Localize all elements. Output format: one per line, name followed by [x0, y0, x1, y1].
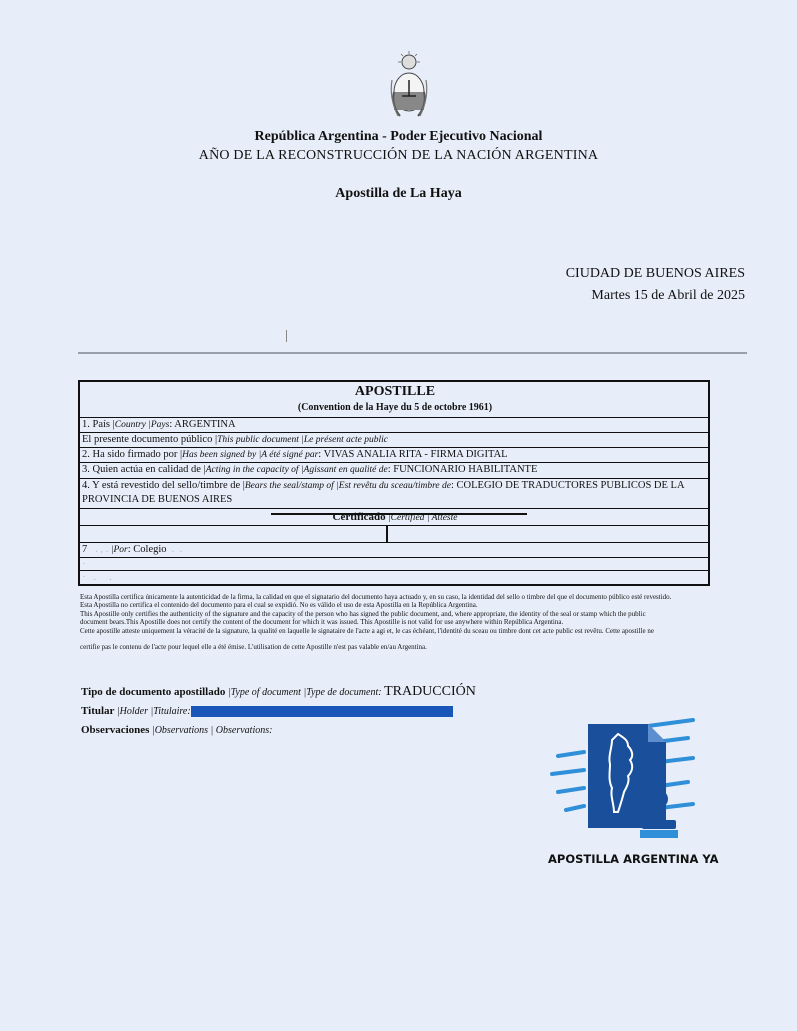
argentina-map-stamp-logo-icon — [548, 716, 698, 850]
certified-label: Certificado — [332, 511, 386, 523]
apostille-subtitle: (Convention de la Haye du 5 de octobre 1961) — [297, 402, 493, 413]
row-capacity-italic: Acting in the capacity of |Agissant en qualité de — [205, 465, 388, 475]
row-by-italic: |Por — [110, 545, 128, 555]
row-number — [80, 558, 708, 571]
row-seal-label: 4. Y está revestido del sello/timbre de | — [82, 480, 245, 491]
row-country — [80, 418, 708, 433]
legal-notes — [80, 593, 750, 651]
apostille-title-row — [80, 382, 708, 418]
row-by-value: : Colegio — [127, 544, 167, 555]
issue-city: CIUDAD DE BUENOS AIRES — [565, 266, 745, 281]
row-signed-by — [80, 448, 708, 463]
row-country-value: : ARGENTINA — [169, 419, 236, 430]
doc-type-label: Tipo de documento apostillado — [81, 686, 226, 698]
row-by — [80, 543, 708, 558]
observations-line — [81, 721, 476, 740]
apostille-table — [78, 380, 710, 586]
row-country-label: 1. País | — [82, 419, 115, 430]
row-place-date — [80, 526, 708, 543]
row-capacity — [80, 463, 708, 479]
brand-name: APOSTILLA ARGENTINA YA — [548, 852, 719, 866]
row-signature — [80, 571, 708, 584]
certified-italic: |Certified | Attesté — [385, 513, 458, 523]
row-number-faded: · — [82, 559, 86, 570]
row-seal-value: : COLEGIO DE TRADUCTORES PUBLICOS DE LA PROVINCIA DE BUENOS AIRES — [82, 480, 684, 505]
row-signed-by-value: : VIVAS ANALIA RITA - FIRMA DIGITAL — [318, 449, 508, 460]
row-seal — [80, 479, 708, 509]
row-public-document-label: El presente documento público | — [82, 434, 218, 445]
issue-date: Martes 15 de Abril de 2025 — [591, 288, 745, 303]
row-by-prefix: 7 — [82, 544, 88, 555]
row-signed-by-italic: Has been signed by |A été signé par — [182, 450, 319, 460]
doc-type-italic: |Type of document |Type de document: — [225, 687, 385, 698]
row-certified — [80, 509, 708, 526]
argentina-coat-of-arms-icon — [388, 50, 430, 122]
government-motto: AÑO DE LA RECONSTRUCCIÓN DE LA NACIÓN ARGENTINA — [198, 148, 599, 163]
holder-italic: |Holder |Titulaire: — [114, 706, 191, 717]
row-public-document — [80, 433, 708, 448]
document-heading: Apostilla de La Haya — [335, 186, 462, 201]
row-capacity-value: : FUNCIONARIO HABILITANTE — [387, 464, 538, 475]
observations-italic: |Observations | Observations: — [149, 725, 273, 736]
row-by-faded: . , . — [89, 544, 111, 555]
row-capacity-label: 3. Quien actúa en calidad de | — [82, 464, 206, 475]
holder-redaction-bar — [191, 706, 453, 717]
holder-line — [81, 702, 476, 721]
doc-type-line — [81, 683, 476, 702]
note-line: Esta Apostilla certifica únicamente la autenticidad de la firma, la calidad en que el signatario del documento haya actuado y, en su caso, la identidad del sello o timbre del que el documento público esté revestido. — [80, 593, 672, 601]
note-line: This Apostille only certifies the authenticity of the signature and the capacity of the person who has signed the public document, and, where appropriate, the identity of the seal or stamp which the public — [80, 609, 646, 618]
document-meta — [81, 683, 476, 740]
row-by-faded-tail: . . — [169, 544, 183, 555]
row-signature-faded: · . . — [82, 572, 112, 583]
note-line: document bears.This Apostille does not certify the content of the document for which it was issued. This Apostille is not valid for use anywhere within República Argentina. — [80, 618, 564, 627]
row-seal-italic: Bears the seal/stamp of |Est revêtu du sceau/timbre de — [244, 481, 451, 491]
row-signed-by-label: 2. Ha sido firmado por | — [82, 449, 183, 460]
note-line: Esta Apostilla no certifica el contenido del documento para el cual se expidió. No es válido el uso de esta Apostilla en la República Argentina. — [80, 601, 478, 610]
apostille-title: APOSTILLE — [354, 384, 436, 399]
row-column-divider — [386, 526, 388, 543]
note-line: certifie pas le contenu de l'acte pour lequel elle a été émise. L'utilisation de cette Apostille n'est pas valable en/au Argentina. — [80, 643, 427, 652]
holder-label: Titular — [81, 705, 115, 717]
header-divider — [78, 352, 747, 354]
scan-mark — [286, 330, 288, 342]
observations-label: Observaciones — [81, 724, 150, 736]
row-public-document-italic: This public document |Le présent acte public — [217, 435, 389, 445]
doc-type-value: TRADUCCIÓN — [384, 684, 476, 699]
row-country-italic: Country |Pays — [114, 420, 170, 430]
note-line: Cette apostille atteste uniquement la véracité de la signature, la qualité en laquelle le signataire de l'acte a agi et, le cas échéant, l'identité du sceau ou timbre dont cet acte public est revêtu. Cette apostille ne — [80, 626, 654, 635]
government-title: República Argentina - Poder Ejecutivo Nacional — [254, 129, 543, 144]
